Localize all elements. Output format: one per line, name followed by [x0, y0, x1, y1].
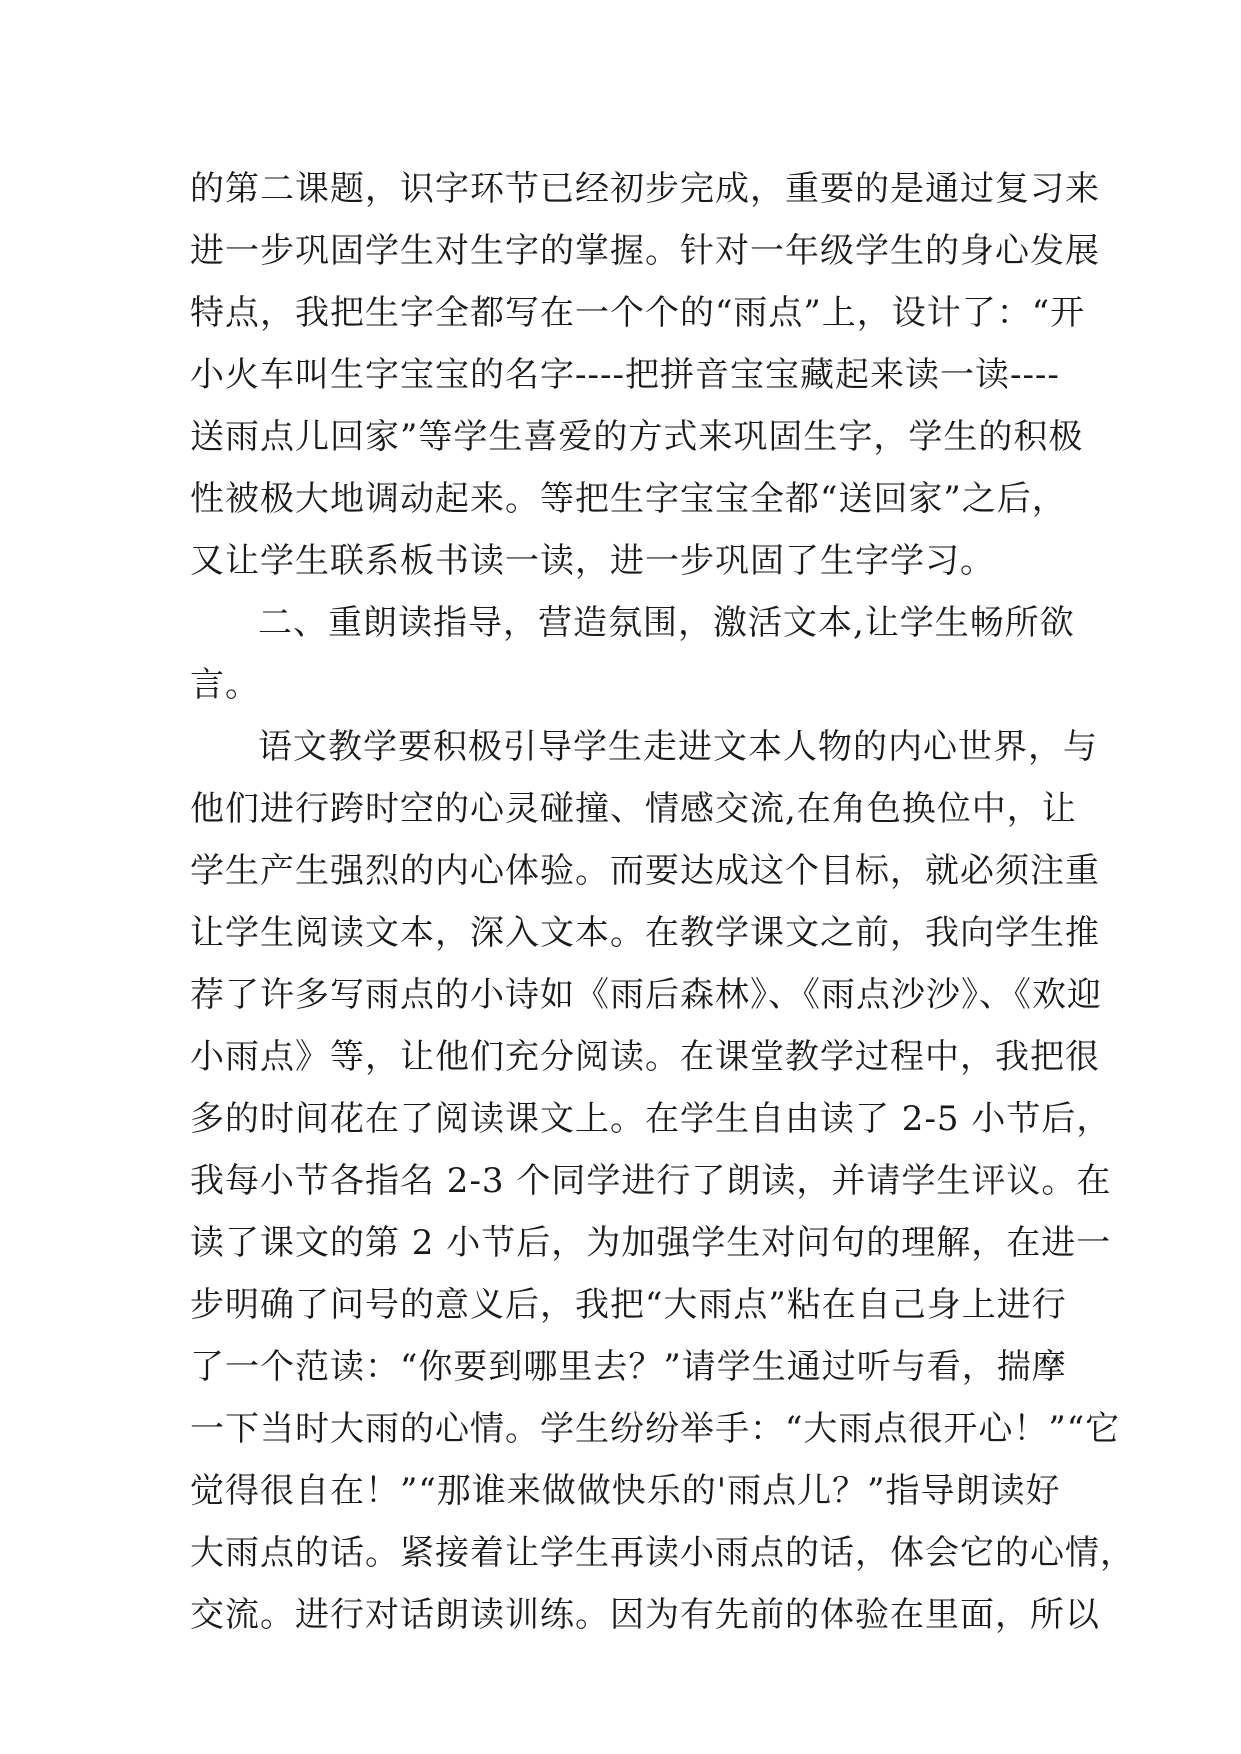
text-line: 他们进行跨时空的心灵碰撞、情感交流,在角色换位中，让: [190, 789, 1077, 829]
text-line: 我每小节各指名 2-3 个同学进行了朗读，并请学生评议。在: [190, 1161, 1112, 1201]
text-line: 让学生阅读文本，深入文本。在教学课文之前，我向学生推: [190, 913, 1100, 953]
section-heading-line: 言。: [190, 665, 260, 705]
text-line: 了一个范读：“你要到哪里去？”请学生通过听与看，揣摩: [190, 1347, 1067, 1387]
text-line: 步明确了问号的意义后，我把“大雨点”粘在自己身上进行: [190, 1285, 1067, 1325]
text-line: 小雨点》等，让他们充分阅读。在课堂教学过程中，我把很: [190, 1037, 1100, 1077]
text-line: 觉得很自在！”“那谁来做做快乐的'雨点儿？”指导朗读好: [190, 1471, 1061, 1511]
text-line: 又让学生联系板书读一读，进一步巩固了生字学习。: [190, 541, 995, 581]
text-line: 荐了许多写雨点的小诗如《雨后森林》、《雨点沙沙》、《欢迎: [190, 975, 1102, 1015]
text-line: 小火车叫生字宝宝的名字----把拼音宝宝藏起来读一读----: [190, 355, 1060, 395]
text-line: 读了课文的第 2 小节后，为加强学生对问句的理解，在进一: [190, 1223, 1112, 1263]
text-line: 交流。进行对话朗读训练。因为有先前的体验在里面，所以: [190, 1595, 1100, 1635]
text-line: 的第二课题，识字环节已经初步完成，重要的是通过复习来: [190, 169, 1100, 209]
text-line: 学生产生强烈的内心体验。而要达成这个目标，就必须注重: [190, 851, 1100, 891]
text-line: 性被极大地调动起来。等把生字宝宝全都“送回家”之后，: [190, 479, 1067, 519]
text-line: 一下当时大雨的心情。学生纷纷举手：“大雨点很开心！”“它: [190, 1409, 1121, 1449]
section-heading-line: 二、重朗读指导，营造氛围，激活文本,让学生畅所欲: [258, 603, 1075, 643]
text-line: 语文教学要积极引导学生走进文本人物的内心世界，与: [258, 727, 1098, 767]
text-line: 送雨点儿回家”等学生喜爱的方式来巩固生字，学生的积极: [190, 417, 1084, 457]
text-line: 进一步巩固学生对生字的掌握。针对一年级学生的身心发展: [190, 231, 1100, 271]
text-line: 大雨点的话。紧接着让学生再读小雨点的话，体会它的心情，: [190, 1533, 1135, 1573]
text-line: 特点，我把生字全都写在一个个的“雨点”上，设计了：“开: [190, 293, 1086, 333]
text-line: 多的时间花在了阅读课文上。在学生自由读了 2-5 小节后，: [190, 1099, 1112, 1139]
